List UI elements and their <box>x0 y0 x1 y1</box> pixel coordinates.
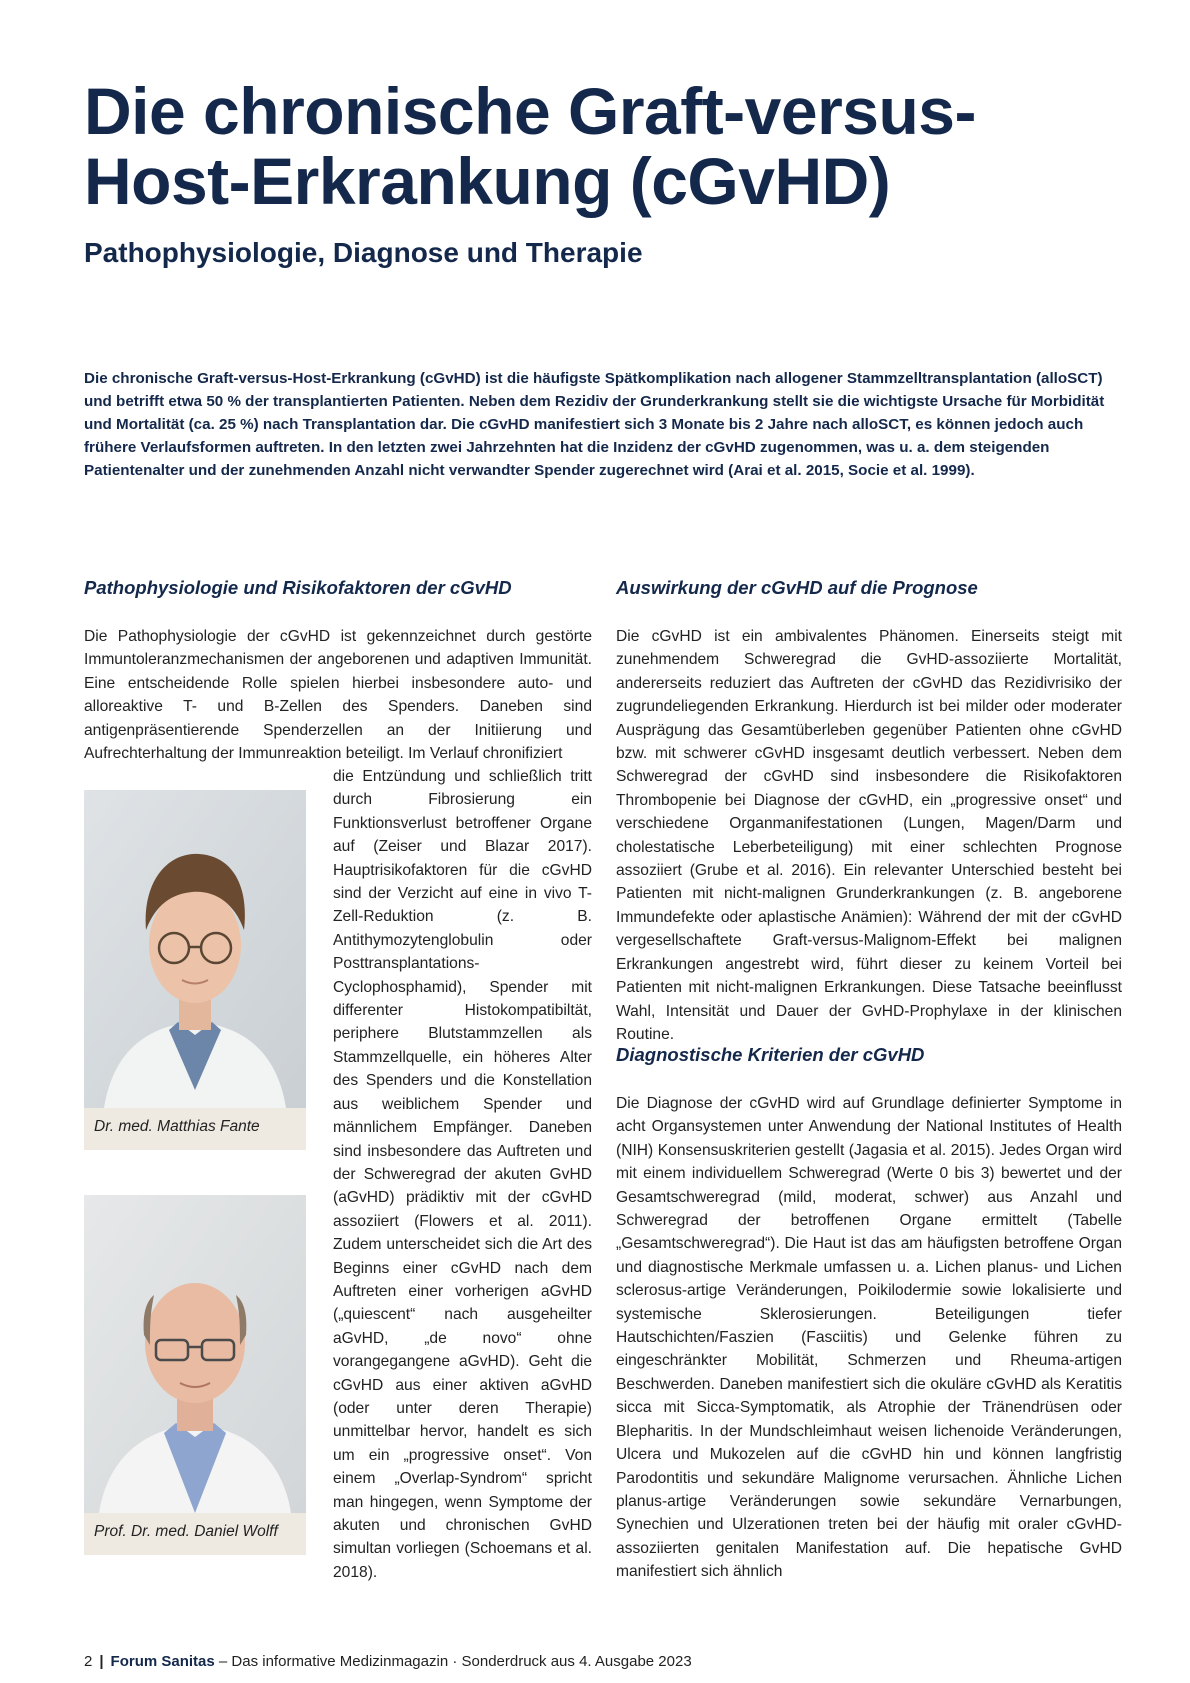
patho-text-narrow <box>333 765 592 1584</box>
portrait-fante <box>84 790 306 1150</box>
article-subtitle: Pathophysiologie, Diagnose und Therapie <box>84 237 643 268</box>
heading-diagnose: Diagnostische Kriterien der cGvHD <box>616 1044 925 1065</box>
footer-separator: | <box>99 1653 104 1670</box>
portrait-fante-image <box>84 790 306 1108</box>
patho-paragraph-top: Die Pathophysiologie der cGvHD ist gekennzeichnet durch gestörte Immuntoleranzmechanismen der angeborenen und adaptiven Immunität. Eine entscheidende Rolle spielen hierbei insbesondere auto- und alloreaktive T- und B-Zellen des Spenders. Daneben sind antigenpräsentierende Spenderzellen an der Initiierung und Aufrechterhaltung der Immunreaktion beteiligt. Im Verlauf chronifiziert <box>84 628 592 763</box>
prognose-text <box>616 625 1122 1046</box>
page-footer <box>84 1653 692 1670</box>
prognose-paragraph: Die cGvHD ist ein ambivalentes Phänomen. Einerseits steigt mit zunehmendem Schweregrad die GvHD-assoziierte Mortalität, andererseits reduziert das Auftreten der cGvHD das Rezidivrisiko der zugrundeliegenden Erkrankung. Hierdurch ist bei milder oder moderater Ausprägung das Gesamtüberleben gegenüber Patienten ohne cGvHD bzw. mit schwerer cGvHD insgesamt deutlich verbessert. Neben dem Schweregrad der cGvHD sind insbesondere die Risikofaktoren Thrombopenie bei Diagnose der cGvHD, ein „progressive onset“ und verschiedene Organmanifestationen (Lungen, Magen/Darm und cholestatische Leberbeteiligung) mit einer schlechten Prognose assoziiert (Grube et al. 2016). Ein relevanter Unterschied besteht bei Patienten mit nicht-malignen Grunderkrankungen (z. B. angeborene Immundefekte oder aplastische Anämien): Während der mit der cGvHD vergesellschaftete Graft-versus-Malignom-Effekt bei malignen Erkrankungen angestrebt wird, führt dieser zu keinem Vorteil bei Patienten mit nicht-malignen Erkrankungen. Diese Tatsache beeinflusst Wahl, Intensität und Dauer der GvHD-Prophylaxe in der klinischen Routine. <box>616 628 1122 1043</box>
article-title: Die chronische Graft-versus-Host-Erkrankung (cGvHD) <box>84 74 976 218</box>
footer-edition: – Das informative Medizinmagazin · Sonderdruck aus 4. Ausgabe 2023 <box>218 1653 692 1670</box>
portrait-wolff <box>84 1195 306 1555</box>
diagnose-paragraph: Die Diagnose der cGvHD wird auf Grundlage definierter Symptome in acht Organsystemen unter Anwendung der National Institutes of Health (NIH) Konsensuskriterien gestellt (Jagasia et al. 2015). Jedes Organ wird mit einem individuellem Schweregrad (Werte 0 bis 3) bewertet und der Gesamtschweregrad (mild, moderat, schwer) aus Anzahl und Schweregrad der betroffenen Organe ermittelt (Tabelle „Gesamtschweregrad“). Die Haut ist das am häufigsten betroffene Organ und diagnostische Merkmale umfassen u. a. Lichen planus- und Lichen sclerosus-artige Veränderungen, Poikilodermie sowie lokalisierte und systemische Sklerosierungen. Beteiligungen tiefer Hautschichten/Faszien (Fasciitis) und Gelenke führen zu eingeschränkter Mobilität, Schmerzen und Rheuma-artigen Beschwerden. Daneben manifestiert sich die okuläre cGvHD als Keratitis sicca mit Sicca-Symptomatik, als Atrophie der Tränendrüsen oder Blepharitis. In der Mundschleimhaut weisen lichenoide Veränderungen, Ulcera und Mukozelen auf die cGvHD hin und können langfristig Parodontitis und sekundäre Malignome verursachen. Ähnliche Lichen planus-artige Veränderungen sowie sekundäre Vernarbungen, Synechien und Ulzerationen treten bei der häufig mit oraler cGvHD-assoziierten genitalen Manifestation auf. Die hepatische GvHD manifestiert sich ähnlich <box>616 1095 1122 1581</box>
intro-paragraph: Die chronische Graft-versus-Host-Erkrankung (cGvHD) ist die häufigste Spätkomplikation nach allogener Stammzelltransplantation (alloSCT) und betrifft etwa 50 % der transplantierten Patienten. Neben dem Rezidiv der Grunderkrankung stellt sie die wichtigste Ursache für Morbidität und Mortalität (ca. 25 %) nach Transplantation dar. Die cGvHD manifestiert sich 3 Monate bis 2 Jahre nach alloSCT, es können jedoch auch frühere Verlaufsformen auftreten. In den letzten zwei Jahrzehnten hat die Inzidenz der cGvHD zugenommen, was u. a. dem steigenden Patientenalter und der zunehmenden Anzahl nicht verwandter Spender zugerechnet wird (Arai et al. 2015, Socie et al. 1999). <box>84 370 1105 479</box>
patho-paragraph-narrow: die Entzündung und schließlich tritt durch Fibrosierung ein Funktionsverlust betroffener Organe auf (Zeiser und Blazar 2017). Hauptrisikofaktoren für die cGvHD sind der Verzicht auf eine in vivo T-Zell-Reduktion (z. B. Antithymozytenglobulin oder Posttransplantations-Cyclophosphamid), Spender mit differenter Histokompatibiltät, periphere Blutstammzellen als Stammzellquelle, ein höheres Alter des Spenders und die Konstellation aus weiblichem Spender und männlichem Empfänger. Daneben sind insbesondere das Auftreten und der Schweregrad der akuten GvHD (aGvHD) prädiktiv mit der cGvHD assoziiert (Flowers et al. 2011). Zudem unterscheidet sich die Art des Beginns einer cGvHD nach dem Auftreten einer vorherigen aGvHD („quiescent“ nach ausgeheilter aGvHD, „de novo“ ohne vorangegangene aGvHD). Geht die cGvHD aus einer aktiven aGvHD (oder unter deren Therapie) unmittelbar hervor, handelt es sich um ein „progressive onset“. Von einem „Overlap-Syndrom“ spricht man hingegen, wenn Symptome der akuten und chronischen GvHD simultan vorliegen (Schoemans et al. 2018). <box>333 768 592 1581</box>
magazine-name: Forum Sanitas <box>110 1653 215 1670</box>
heading-prognose: Auswirkung der cGvHD auf die Prognose <box>616 577 978 598</box>
patho-text-top <box>84 625 592 765</box>
photo-caption: Dr. med. Matthias Fante <box>94 1118 260 1135</box>
photo-caption: Prof. Dr. med. Daniel Wolff <box>94 1523 278 1540</box>
page-number: 2 <box>84 1653 93 1670</box>
portrait-wolff-image <box>84 1195 306 1513</box>
diagnose-text <box>616 1092 1122 1584</box>
heading-pathophysiologie: Pathophysiologie und Risikofaktoren der cGvHD <box>84 577 512 598</box>
